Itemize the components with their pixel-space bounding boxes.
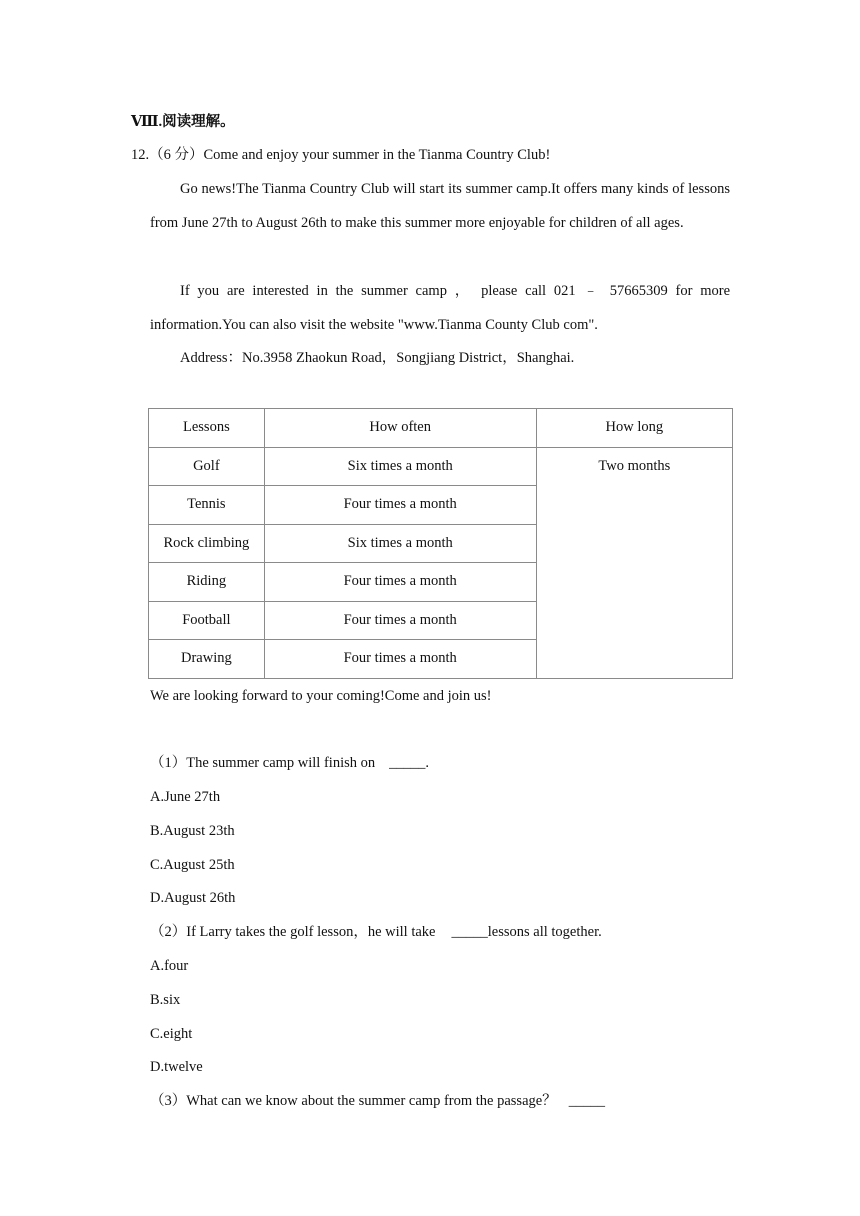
option-b[interactable]: B.six xyxy=(150,992,181,1008)
option-c[interactable]: C.eight xyxy=(150,1026,193,1042)
paragraph-contact xyxy=(150,274,730,342)
lesson-cell: Football xyxy=(149,601,265,640)
paragraph-address xyxy=(150,341,730,375)
frequency-cell: Six times a month xyxy=(264,447,536,486)
table-header-row xyxy=(149,409,733,448)
option-d[interactable]: D.twelve xyxy=(150,1059,203,1075)
table-row xyxy=(149,447,733,486)
closing-text: We are looking forward to your coming!Come and join us! xyxy=(150,688,492,704)
paragraph-text: Address：No.3958 Zhaokun Road，Songjiang District，Shanghai. xyxy=(180,350,575,366)
question-header: 12.（6 分）Come and enjoy your summer in the Tianma Country Club! xyxy=(131,147,551,163)
question-1 xyxy=(150,753,429,773)
question-stem: （2）If Larry takes the golf lesson，he will take xyxy=(150,924,436,940)
question-stem: （1）The summer camp will finish on xyxy=(150,755,376,771)
header-how-often: How often xyxy=(264,409,536,448)
answer-blank[interactable]: _____ xyxy=(389,755,426,771)
section-title: Ⅷ.阅读理解。 xyxy=(131,114,235,130)
question-3 xyxy=(150,1091,605,1111)
question-stem: （3）What can we know about the summer camp from the passage？ xyxy=(150,1093,557,1109)
paragraph-text: If you are interested in the summer camp ， please call 021 ﹣ 57665309 for more information.You can also visit the website "www.Tianma County Club com". xyxy=(150,283,730,333)
header-how-long: How long xyxy=(536,409,732,448)
header-lessons: Lessons xyxy=(149,409,265,448)
question-suffix: . xyxy=(425,755,429,771)
answer-blank[interactable]: _____ xyxy=(568,1093,605,1109)
lesson-cell: Rock climbing xyxy=(149,524,265,563)
option-d[interactable]: D.August 26th xyxy=(150,890,236,906)
question-2 xyxy=(150,922,602,942)
option-b[interactable]: B.August 23th xyxy=(150,823,235,839)
frequency-cell: Six times a month xyxy=(264,524,536,563)
paragraph-intro xyxy=(150,172,730,240)
option-a[interactable]: A.June 27th xyxy=(150,789,221,805)
lesson-cell: Riding xyxy=(149,563,265,602)
frequency-cell: Four times a month xyxy=(264,640,536,679)
duration-cell: Two months xyxy=(536,447,732,678)
lesson-cell: Golf xyxy=(149,447,265,486)
option-c[interactable]: C.August 25th xyxy=(150,857,235,873)
frequency-cell: Four times a month xyxy=(264,601,536,640)
frequency-cell: Four times a month xyxy=(264,486,536,525)
paragraph-text: Go news!The Tianma Country Club will start its summer camp.It offers many kinds of lessons from June 27th to August 26th to make this summer more enjoyable for children of all ages. xyxy=(150,181,730,231)
frequency-cell: Four times a month xyxy=(264,563,536,602)
option-a[interactable]: A.four xyxy=(150,958,189,974)
question-suffix: lessons all together. xyxy=(487,924,602,940)
lessons-table xyxy=(148,408,733,679)
lesson-cell: Tennis xyxy=(149,486,265,525)
lesson-cell: Drawing xyxy=(149,640,265,679)
answer-blank[interactable]: _____ xyxy=(451,924,488,940)
